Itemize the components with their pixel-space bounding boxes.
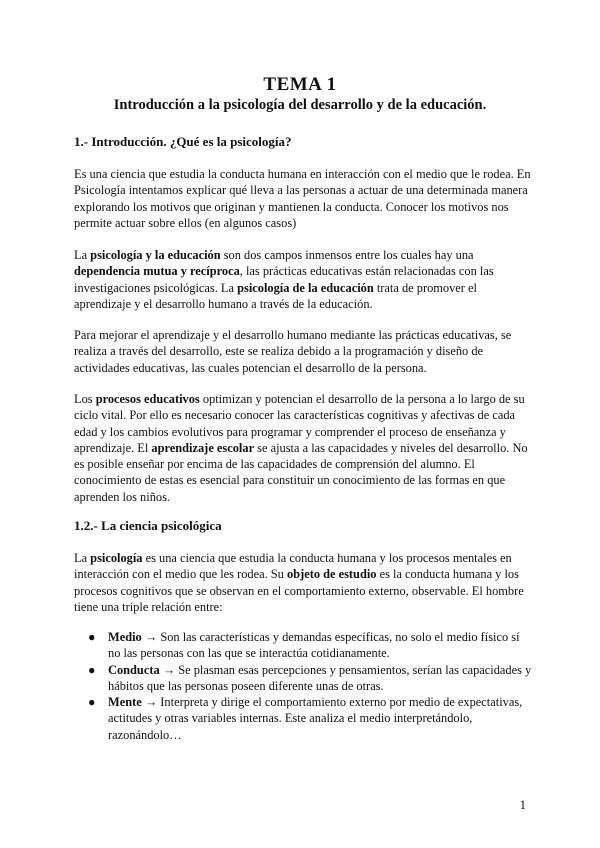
- paragraph-psychology-science: La psicología es una ciencia que estudia la conducta humana y los procesos mentales en interacción con el medio que les rodea. Su objeto de estudio es la conducta humana y los procesos cognitivos que se observan en el comportamiento externo, observable. El hombre tiene una triple relación entre:: [74, 551, 524, 614]
- bold-term: Mente: [108, 695, 142, 710]
- page-number: 1: [519, 798, 526, 812]
- page-title: TEMA 1: [263, 74, 337, 95]
- paragraph-definition: Es una ciencia que estudia la conducta humana en interacción con el medio que le rodea. En Psicología intentamos explicar qué lleva a las personas a actuar de una determinada manera explorando los motivos que originan y mantienen la conducta. Conocer los motivos nos permite actuar sobre ellos (en algunos casos): [74, 167, 531, 230]
- bold-term: aprendizaje escolar: [151, 440, 255, 455]
- bullet-icon: ●: [88, 662, 96, 677]
- paragraph-improve-learning: Para mejorar el aprendizaje y el desarrollo humano mediante las prácticas educativas, se realiza a través del desarrollo, este se realiza debido a la programación y diseño de actividades educativas, las cuales potencian el desarrollo de la persona.: [74, 328, 512, 375]
- page-subtitle: Introducción a la psicología del desarrollo y de la educación.: [113, 97, 487, 113]
- bullet-icon: ●: [88, 695, 96, 710]
- list-item-conducta: ● Conducta → Se plasman esas percepciones y pensamientos, serían las capacidades y hábitos que las personas poseen diferente unas de otras.: [88, 662, 532, 693]
- paragraph-psychology-education: La psicología y la educación son dos campos inmensos entre los cuales hay una dependencia mutua y recíproca, las prácticas educativas están relacionadas con las investigaciones psicológicas. La psicología de la educación trata de promover el aprendizaje y el desarrollo humano a través de la educación.: [74, 248, 494, 311]
- paragraph-educational-processes: Los procesos educativos optimizan y potencian el desarrollo de la persona a lo largo de su ciclo vital. Por ello es necesario conocer las características cognitivas y afectivas de cada edad y los cambios evolutivos para programar y comprender el proceso de enseñanza y aprendizaje. El aprendizaje escolar se ajusta a las capacidades y niveles del desarrollo. No es posible enseñar por encima de las capacidades de comprensión del alumno. El conocimiento de estas es esencial para constituir un conocimiento de las formas en que aprenden los niños.: [74, 392, 528, 504]
- bold-term: procesos educativos: [95, 392, 200, 406]
- bold-term: Medio: [108, 630, 142, 644]
- bold-term: Conducta: [108, 662, 160, 677]
- bold-term: psicología de la educación: [237, 280, 374, 295]
- bold-term: objeto de estudio: [286, 567, 377, 582]
- bold-term: dependencia mutua y recíproca: [74, 264, 240, 279]
- bold-term: psicología: [90, 551, 143, 565]
- list-item-medio: ● Medio → Son las características y demandas específicas, no solo el medio físico sí no las personas con las que se interactúa cotidianamente.: [88, 630, 520, 661]
- bold-term: psicología y la educación: [90, 248, 221, 262]
- list-item-mente: ● Mente → Interpreta y dirige el comportamiento externo por medio de expectativas, actitudes y otras variables internas. Este analiza el medio interpretándolo, razonándolo…: [88, 695, 523, 742]
- section-heading-introduccion: 1.- Introducción. ¿Qué es la psicología?: [74, 134, 292, 149]
- bullet-icon: ●: [88, 630, 96, 644]
- section-heading-ciencia-psicologica: 1.2.- La ciencia psicológica: [74, 518, 222, 533]
- triple-relation-list: [74, 629, 534, 743]
